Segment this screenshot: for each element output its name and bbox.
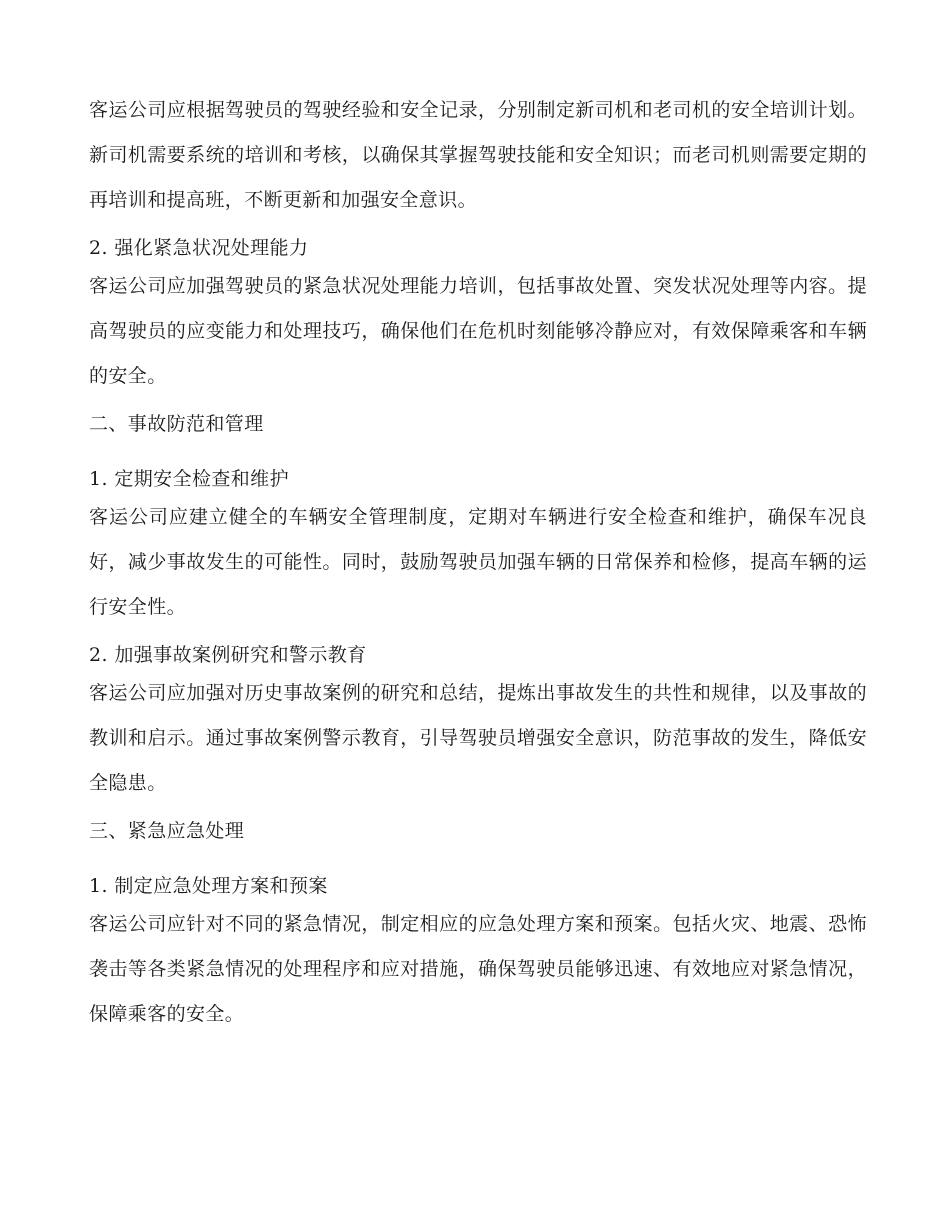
heading-safety-inspection: 1. 定期安全检查和维护 — [89, 468, 289, 490]
paragraph-driver-training-plan: 客运公司应根据驾驶员的驾驶经验和安全记录，分别制定新司机和老司机的安全培训计划。新司机需要系统的培训和考核，以确保其掌握驾驶技能和安全知识；而老司机则需要定期的再培训和提高班，不断更新和加强安全意识。 — [89, 99, 867, 211]
heading-emergency-plans: 1. 制定应急处理方案和预案 — [89, 875, 328, 897]
paragraph-emergency-training: 客运公司应加强驾驶员的紧急状况处理能力培训，包括事故处置、突发状况处理等内容。提高驾驶员的应变能力和处理技巧，确保他们在危机时刻能够冷静应对，有效保障乘客和车辆的安全。 — [89, 275, 867, 387]
section-heading-emergency-response: 三、紧急应急处理 — [89, 820, 245, 842]
section-heading-accident-prevention: 二、事故防范和管理 — [89, 413, 264, 435]
heading-accident-case-study: 2. 加强事故案例研究和警示教育 — [89, 644, 367, 666]
paragraph-accident-case-education: 客运公司应加强对历史事故案例的研究和总结，提炼出事故发生的共性和规律，以及事故的教训和启示。通过事故案例警示教育，引导驾驶员增强安全意识，防范事故的发生，降低安全隐患。 — [89, 682, 867, 794]
paragraph-vehicle-safety-management: 客运公司应建立健全的车辆安全管理制度，定期对车辆进行安全检查和维护，确保车况良好，减少事故发生的可能性。同时，鼓励驾驶员加强车辆的日常保养和检修，提高车辆的运行安全性。 — [89, 506, 867, 618]
document-body — [89, 88, 867, 1037]
heading-emergency-handling-ability: 2. 强化紧急状况处理能力 — [89, 237, 309, 259]
paragraph-emergency-plans: 客运公司应针对不同的紧急情况，制定相应的应急处理方案和预案。包括火灾、地震、恐怖袭击等各类紧急情况的处理程序和应对措施，确保驾驶员能够迅速、有效地应对紧急情况，保障乘客的安全。 — [89, 913, 867, 1025]
